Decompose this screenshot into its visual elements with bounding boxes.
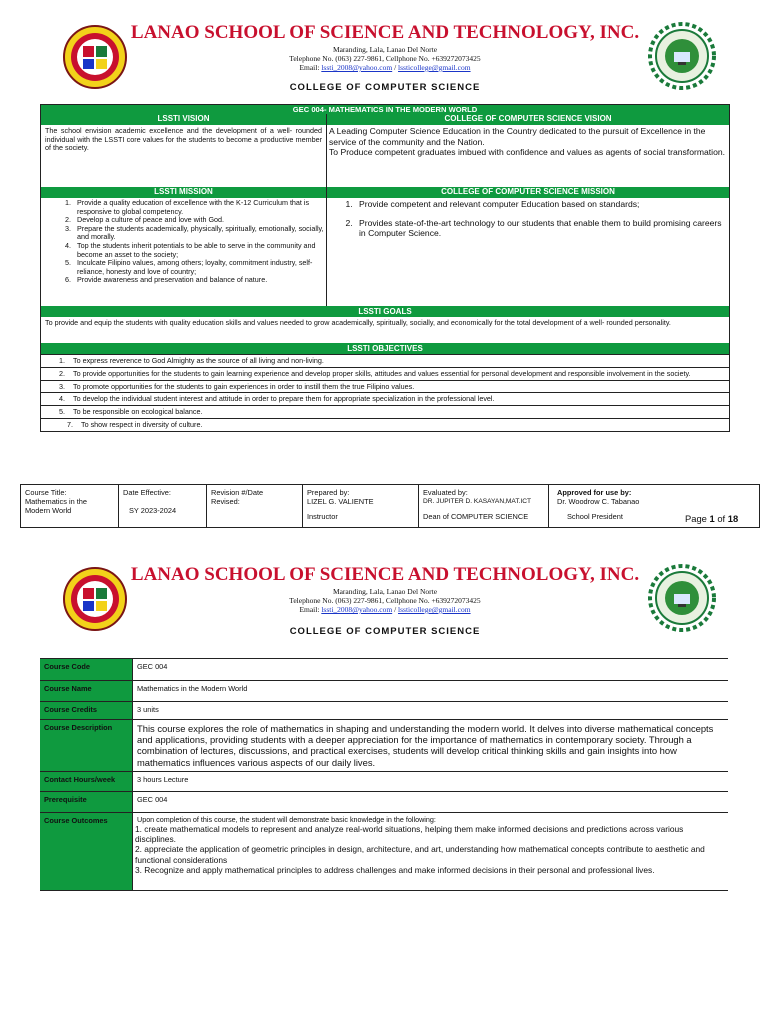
objective-text: To show respect in diversity of culture. [81,419,203,429]
objective-num: 5. [59,407,65,417]
approved-label: Approved for use by: [557,488,632,497]
course-title-label: Course Title: [25,488,67,497]
college-seal-icon [648,22,716,90]
course-credits-label: Course Credits [40,702,132,719]
email-link-gmail[interactable]: lssticollege@gmail.com [398,605,471,614]
course-outcomes-label: Course Outcomes [40,813,132,890]
objectives-list [41,354,729,431]
vision-header-row [41,114,729,125]
page-total: 18 [727,513,739,524]
school-seal-icon [62,566,128,632]
prerequisite-label: Prerequisite [40,792,132,812]
evaluated-role: Dean of COMPUTER SCIENCE [423,512,529,521]
ccs-mission-item: 1. Provide competent and relevant computer Education based on standards; [355,199,727,210]
lssti-vision-text: The school envision academic excellence and the development of a well- rounded individual with the LSSTI core values for the students to become a productive member of the society. [41,125,327,187]
objective-row [41,354,729,367]
footer-prepared [303,485,419,527]
email-label: Email: [299,63,320,72]
lssti-vision-header: LSSTI VISION [41,114,327,125]
school-email-line [130,605,640,614]
objective-row [41,418,729,431]
objective-num: 3. [59,381,65,391]
page2-header [0,560,768,640]
footer-evaluated [419,485,549,527]
lssti-goals-header: LSSTI GOALS [41,306,729,317]
ccs-mission-item: 2. Provides state-of-the-art technology to our students that enable them to build promising careers in Computer Science. [355,218,727,239]
lssti-goals-text: To provide and equip the students with quality education skills and values needed to grow academically, spiritually, socially, and economically for the total development of a well- rounded personality. [45,318,671,327]
approved-name: Dr. Woodrow C. Tabanao [557,497,640,506]
college-seal-icon [648,564,716,632]
page-number [685,513,738,524]
course-outcomes-value [132,813,728,890]
prerequisite-value: GEC 004 [132,792,728,812]
ccs-mission-header: COLLEGE OF COMPUTER SCIENCE MISSION [327,187,729,198]
objective-text: To be responsible on ecological balance. [73,407,203,417]
objective-num: 2. [59,368,65,378]
objective-text: To provide opportunities for the students to gain learning experience and develop proper skills, attitudes and values essential for personal development and responsible involvement in the society. [73,368,691,378]
ccs-vision-text: A Leading Computer Science Education in the Country dedicated to the pursuit of Excellence in the service of the community and the Nation. To Produce competent graduates imbued with confidence and values as agents of social transformation. [329,126,726,157]
college-title: COLLEGE OF COMPUTER SCIENCE [289,626,481,637]
page-prefix: Page [685,513,707,524]
college-title: COLLEGE OF COMPUTER SCIENCE [289,82,481,93]
objective-num: 7. [67,419,73,429]
course-row-description [40,719,728,771]
outcome-item: 2. appreciate the application of geometric principles in design, architecture, and art, understanding how mathematical concepts contribute to aesthetic and functional considerations [135,844,705,865]
school-telephone: Telephone No. (063) 227-9861, Cellphone No. +639272073425 [289,596,481,605]
email-link-yahoo[interactable]: lssti_2008@yahoo.com [321,605,393,614]
course-info-table [40,658,728,891]
course-row-name [40,680,728,701]
school-address: Maranding, Lala, Lanao Del Norte [332,587,438,596]
date-effective-value: SY 2023-2024 [129,506,177,515]
lssti-objectives-header: LSSTI OBJECTIVES [41,343,729,354]
vision-mission-table [40,104,730,432]
school-name: LANAO SCHOOL OF SCIENCE AND TECHNOLOGY, INC. [130,564,640,585]
email-separator: / [394,63,397,72]
footer-course-title [21,485,119,527]
objective-text: To promote opportunities for the students to gain experiences in order to instill them the true Filipino values. [73,381,415,391]
mission-content-row [41,198,729,306]
contact-hours-label: Contact Hours/week [40,772,132,791]
objective-row [41,380,729,393]
ccs-vision-header: COLLEGE OF COMPUTER SCIENCE VISION [327,114,729,125]
prepared-name: LIZEL G. VALIENTE [307,497,374,506]
contact-hours-value: 3 hours Lecture [132,772,728,791]
mission-item: 1. Provide a quality education of excellence with the K-12 Curriculum that is responsive to global competency. [73,199,324,216]
outcome-item: 1. create mathematical models to represent and analyze real-world situations, helping them make informed decisions and predictions across various disciplines. [135,824,684,845]
mission-item: 2. Develop a culture of peace and love with God. [73,216,324,225]
objective-text: To express reverence to God Almighty as the source of all living and non-living. [73,356,324,365]
outcomes-intro: Upon completion of this course, the student will demonstrate basic knowledge in the following: [137,815,436,824]
course-credits-value: 3 units [132,702,728,719]
page-current: 1 [709,513,715,524]
page-footer [20,484,760,528]
lssti-mission-list [41,198,327,306]
objective-text: To develop the individual student interest and attitude in order to prepare them for appropriate specialization in the professional level. [73,394,495,404]
page1-header [0,18,768,98]
objective-row [41,405,729,418]
course-row-outcomes [40,812,728,890]
course-name-label: Course Name [40,681,132,701]
course-description-label: Course Description [40,720,132,771]
course-title-value: Mathematics in the Modern World [25,497,88,515]
school-address: Maranding, Lala, Lanao Del Norte [332,45,438,54]
email-link-yahoo[interactable]: lssti_2008@yahoo.com [321,63,393,72]
revision-label: Revision #/Date Revised: [211,488,264,506]
objective-row [41,367,729,380]
footer-date-effective [119,485,207,527]
footer-revision [207,485,303,527]
email-separator: / [394,605,397,614]
vision-content-row [41,125,729,187]
approved-role: School President [567,512,623,521]
course-name-value: Mathematics in the Modern World [132,681,728,701]
school-telephone: Telephone No. (063) 227-9861, Cellphone No. +639272073425 [289,54,481,63]
school-name: LANAO SCHOOL OF SCIENCE AND TECHNOLOGY, INC. [130,22,640,43]
course-row-code [40,659,728,680]
outcome-item: 3. Recognize and apply mathematical principles to address challenges and make informed decisions in their personal and professional lives. [135,864,655,875]
mission-item: 6. Provide awareness and preservation and balance of nature. [73,276,324,285]
date-effective-label: Date Effective: [123,488,171,497]
mission-item: 5. Inculcate Filipino values, among others; loyalty, commitment industry, self- reliance, honesty and love of country; [73,259,324,276]
ccs-mission-list [327,198,729,306]
evaluated-name: DR. JUPITER D. KASAYAN,MAT.ICT [423,498,532,505]
course-row-contact-hours [40,771,728,791]
mission-item: 3. Prepare the students academically, physically, spiritually, emotionally, socially, and morally. [73,225,324,242]
school-email-line [130,63,640,72]
prepared-label: Prepared by: [307,488,350,497]
evaluated-label: Evaluated by: [423,488,468,497]
course-description-value: This course explores the role of mathematics in shaping and understanding the modern world. It delves into diverse mathematical concepts and applications, providing students with a deeper appreciation for the importance of mathematics in contemporary society. Through a combination of lectures, discussions, and practical exercises, students will develop critical thinking skills and gain insights into how mathematics influences various aspects of our daily lives. [132,720,728,771]
lssti-mission-header: LSSTI MISSION [41,187,327,198]
course-header: GEC 004- MATHEMATICS IN THE MODERN WORLD [41,105,729,114]
school-seal-icon [62,24,128,90]
objective-row [41,392,729,405]
page-of: of [717,513,726,524]
prepared-role: Instructor [307,512,338,521]
mission-item: 4. Top the students inherit potentials to be able to serve in the community and become an asset to the society; [73,242,324,259]
course-row-credits [40,701,728,719]
objective-num: 4. [59,394,65,404]
objective-num: 1. [59,356,65,365]
course-code-value: GEC 004 [132,659,728,680]
course-code-label: Course Code [40,659,132,680]
course-row-prerequisite [40,791,728,812]
email-link-gmail[interactable]: lssticollege@gmail.com [398,63,471,72]
mission-header-row [41,187,729,198]
email-label: Email: [299,605,320,614]
